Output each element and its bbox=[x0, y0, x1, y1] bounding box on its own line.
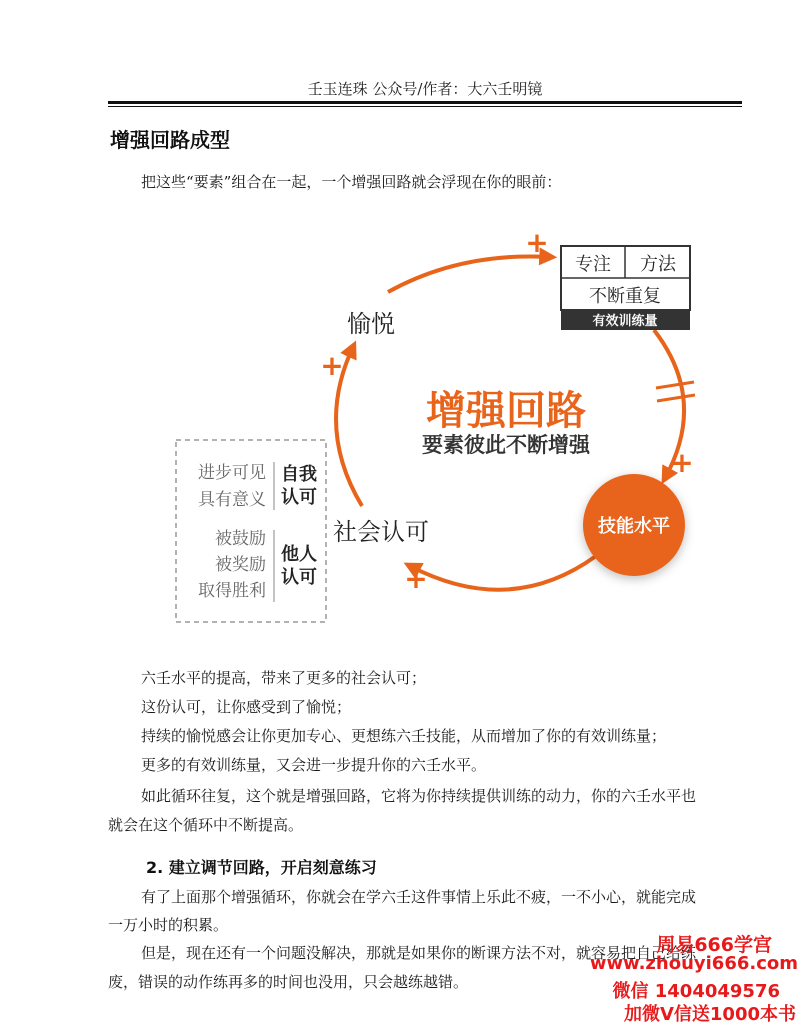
section-2-heading: 2. 建立调节回路，开启刻意练习 bbox=[146, 858, 377, 877]
paragraph-1: 六壬水平的提高，带来了更多的社会认可； bbox=[141, 669, 427, 687]
self-label-line1: 自我 bbox=[281, 464, 317, 485]
node-skill-level: 技能水平 bbox=[598, 516, 670, 537]
intro-paragraph: 把这些“要素”组合在一起，一个增强回路就会浮现在你的眼前： bbox=[141, 173, 562, 191]
plus-sign-right: + bbox=[670, 446, 694, 479]
node-joy: 愉悦 bbox=[347, 310, 395, 338]
watermark-line1: 周易666学宫 bbox=[656, 934, 772, 956]
paragraph-5-line2: 就会在这个循环中不断提高。 bbox=[108, 816, 304, 834]
section2-line1: 有了上面那个增强循环，你就会在学六壬这件事情上乐此不疲，一不小心，就能完成 bbox=[141, 888, 697, 906]
other-item-rewarded: 被奖励 bbox=[215, 555, 266, 575]
section2-line4: 废，错误的动作练再多的时间也没用，只会越练越错。 bbox=[108, 973, 469, 991]
plus-sign-bottom: + bbox=[404, 562, 428, 595]
other-label-line2: 认可 bbox=[281, 567, 317, 588]
other-item-encouraged: 被鼓励 bbox=[215, 529, 266, 549]
self-item-progress: 进步可见 bbox=[198, 463, 266, 483]
loop-center-subtitle: 要素彼此不断增强 bbox=[422, 433, 590, 457]
watermark-line3: 微信 1404049576 bbox=[612, 981, 780, 1002]
paragraph-4: 更多的有效训练量，又会进一步提升你的六壬水平。 bbox=[141, 756, 487, 774]
plus-sign-top: + bbox=[525, 226, 549, 259]
page-header: 壬玉连珠 公众号/作者：大六壬明镜 bbox=[307, 80, 543, 98]
box-effective-training: 有效训练量 bbox=[592, 314, 658, 329]
watermark-line4: 加微V信送1000本书 bbox=[623, 1004, 796, 1025]
practice-box bbox=[561, 246, 690, 330]
node-social-recognition: 社会认可 bbox=[333, 518, 429, 546]
self-item-meaning: 具有意义 bbox=[198, 490, 266, 510]
delay-mark-1 bbox=[656, 382, 694, 388]
section-title: 增强回路成型 bbox=[110, 128, 230, 152]
section2-line2: 一万小时的积累。 bbox=[108, 916, 229, 934]
watermark-line2: www.zhouyi666.com bbox=[589, 953, 798, 974]
paragraph-2: 这份认可，让你感受到了愉悦； bbox=[141, 698, 352, 716]
box-cell-focus: 专注 bbox=[575, 254, 611, 275]
other-label-line1: 他人 bbox=[281, 544, 317, 565]
section2-line3: 但是，现在还有一个问题没解决，那就是如果你的断课方法不对，就容易把自己给练 bbox=[141, 944, 697, 962]
box-repeat: 不断重复 bbox=[589, 286, 661, 307]
arc-joy-to-box bbox=[388, 256, 550, 292]
arc-skill-to-social bbox=[410, 556, 596, 590]
box-cell-method: 方法 bbox=[640, 254, 676, 275]
self-label-line2: 认可 bbox=[281, 487, 317, 508]
delay-mark-2 bbox=[657, 395, 695, 401]
paragraph-3: 持续的愉悦感会让你更加专心、更想练六壬技能，从而增加了你的有效训练量； bbox=[141, 727, 667, 745]
other-item-victory: 取得胜利 bbox=[198, 581, 266, 601]
plus-sign-left: + bbox=[320, 349, 344, 382]
paragraph-5-line1: 如此循环往复，这个就是增强回路，它将为你持续提供训练的动力，你的六壬水平也 bbox=[141, 787, 697, 805]
loop-center-title: 增强回路 bbox=[426, 388, 586, 434]
